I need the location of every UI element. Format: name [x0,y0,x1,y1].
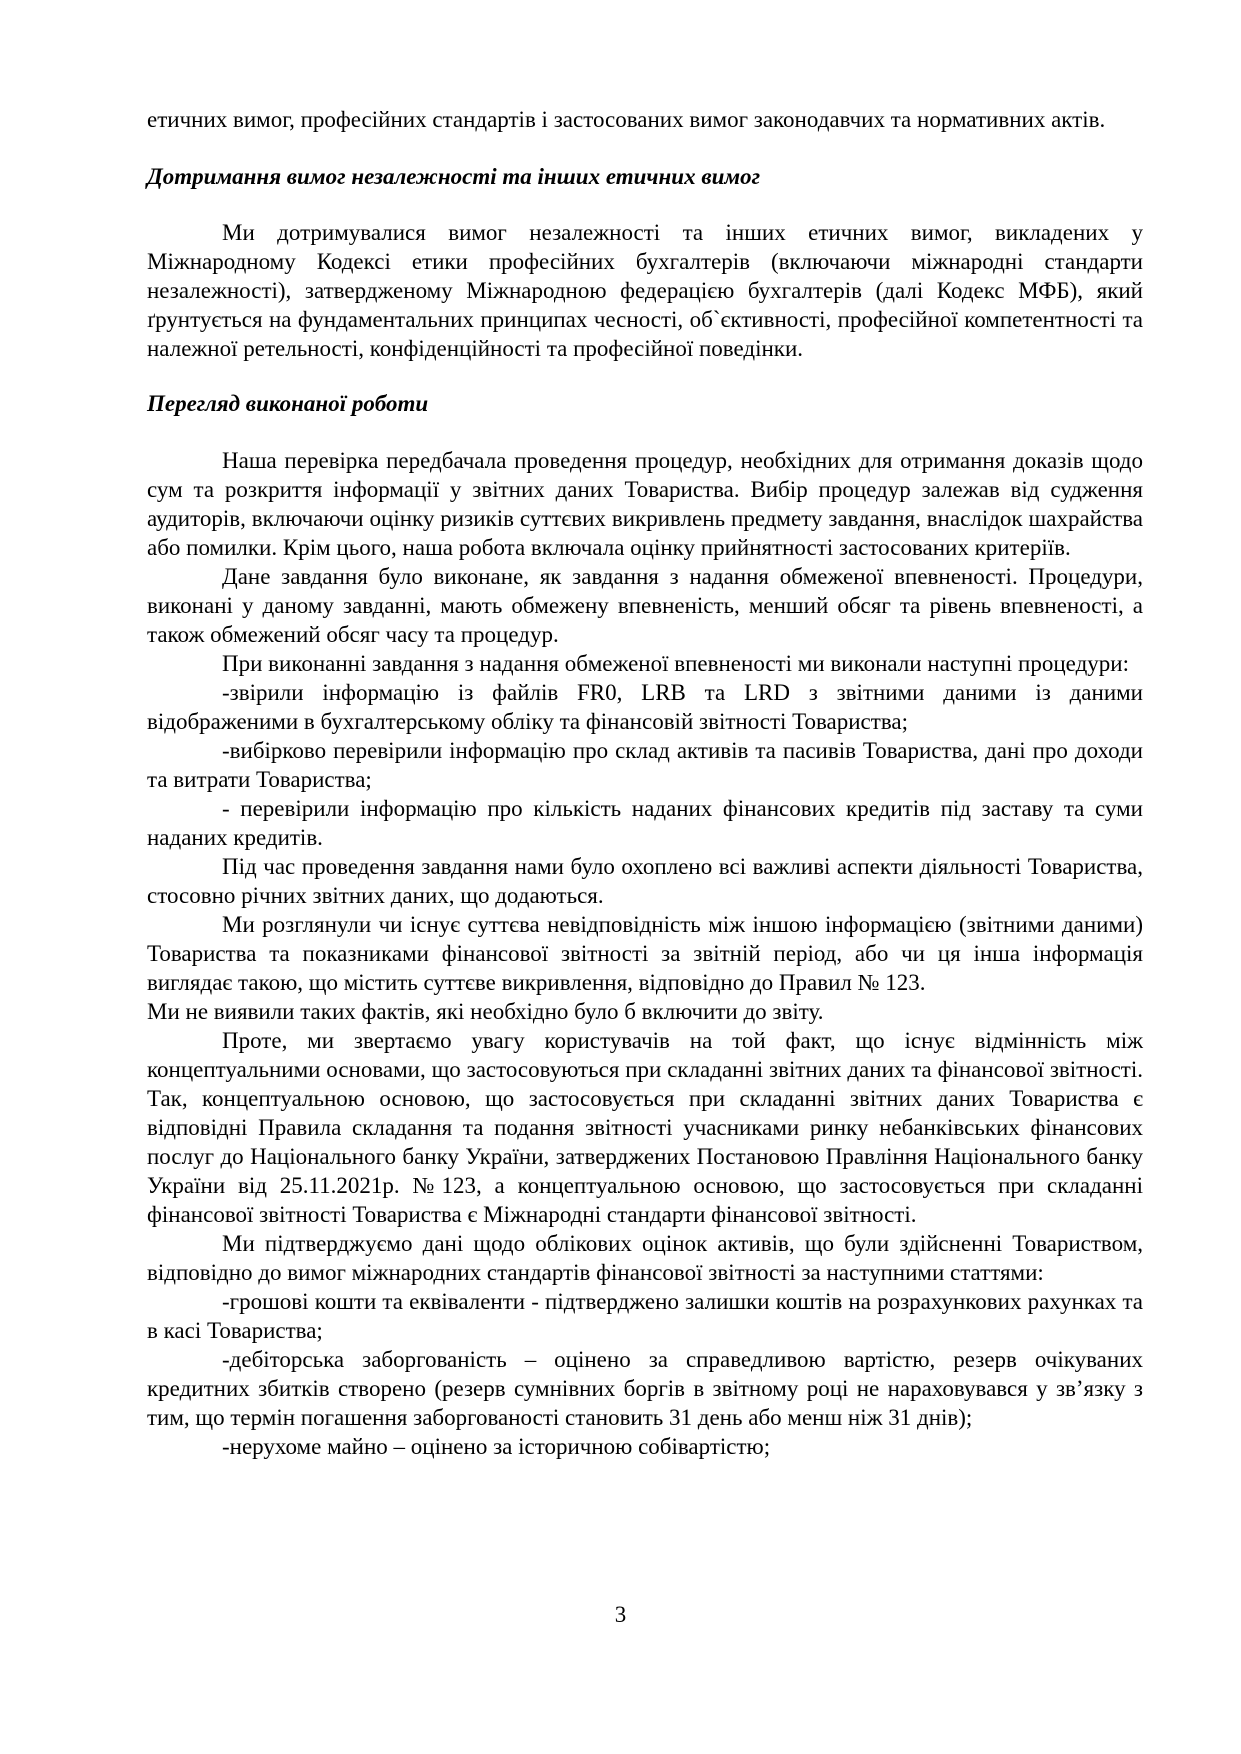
procedure-item: -вибірково перевірили інформацію про склад активів та пасивів Товариства, дані про доходи та витрати Товариства; [147,738,1143,792]
page-content [147,105,1143,1461]
section-heading-independence: Дотримання вимог незалежності та інших етичних вимог [147,164,761,189]
section-heading-work-review: Перегляд виконаної роботи [147,391,429,416]
independence-paragraph: Ми дотримувалися вимог незалежності та інших етичних вимог, викладених у Міжнародному Кодексі етики професійних бухгалтерів (включаючи міжнародні стандарти незалежності), затвердженому Міжнародною федерацією бухгалтерів (далі Кодекс МФБ), який ґрунтується на фундаментальних принципах чесності, об`єктивності, професійної компетентності та належної ретельності, конфіденційності та професійної поведінки. [147,220,1143,361]
review-paragraph: Ми розглянули чи існує суттєва невідповідність між іншою інформацією (звітними даними) Товариства та показниками фінансової звітності за звітній період, або чи ця інша інформація виглядає такою, що містить суттєве викривлення, відповідно до Правил № 123. [147,912,1143,995]
review-paragraph: Наша перевірка передбачала проведення процедур, необхідних для отримання доказів щодо сум та розкриття інформації у звітних даних Товариства. Вибір процедур залежав від судження аудиторів, включаючи оцінку ризиків суттєвих викривлень предмету завдання, внаслідок шахрайства або помилки. Крім цього, наша робота включала оцінку прийнятності застосованих критеріїв. [147,448,1143,560]
review-paragraph: При виконанні завдання з надання обмеженої впевненості ми виконали наступні процедури: [222,651,1129,676]
no-findings-line: Ми не виявили таких фактів, які необхідно було б включити до звіту. [147,999,824,1024]
intro-paragraph: етичних вимог, професійних стандартів і застосованих вимог законодавчих та нормативних актів. [147,107,1106,132]
review-paragraph: Проте, ми звертаємо увагу користувачів на той факт, що існує відмінність між концептуальними основами, що застосовуються при складанні звітних даних та фінансової звітності. Так, концептуальною основою, що застосовується при складанні звітних даних Товариства є відповідні Правила складання та подання звітності учасниками ринку небанківських фінансових послуг до Національного банку України, затверджених Постановою Правління Національного банку України від 25.11.2021р. №123, а концептуальною основою, що застосовується при складанні фінансової звітності Товариства є Міжнародні стандарти фінансової звітності. [147,1028,1143,1227]
estimate-item: -нерухоме майно – оцінено за історичною собівартістю; [222,1434,771,1459]
estimate-item: -дебіторська заборгованість – оцінено за справедливою вартістю, резерв очікуваних кредитних збитків створено (резерв сумнівних боргів в звітному році не нараховувався у зв’язку з тим, що термін погашення заборгованості становить 31 день або менш ніж 31 днів); [147,1347,1143,1430]
procedure-item: -звірили інформацію із файлів FR0, LRB та LRD з звітними даними із даними відображеними в бухгалтерському обліку та фінансовій звітності Товариства; [147,680,1143,734]
procedure-item: - перевірили інформацію про кількість наданих фінансових кредитів під заставу та суми наданих кредитів. [147,796,1143,850]
page-number: 3 [614,1602,627,1627]
review-paragraph: Ми підтверджуємо дані щодо облікових оцінок активів, що були здійсненні Товариством, відповідно до вимог міжнародних стандартів фінансової звітності за наступними статтями: [147,1231,1143,1285]
review-paragraph: Під час проведення завдання нами було охоплено всі важливі аспекти діяльності Товариства, стосовно річних звітних даних, що додаються. [147,854,1143,908]
estimate-item: -грошові кошти та еквіваленти - підтверджено залишки коштів на розрахункових рахунках та в касі Товариства; [147,1289,1143,1343]
review-paragraph: Дане завдання було виконане, як завдання з надання обмеженої впевненості. Процедури, виконані у даному завданні, мають обмежену впевненість, менший обсяг та рівень впевненості, а також обмежений обсяг часу та процедур. [147,564,1143,647]
